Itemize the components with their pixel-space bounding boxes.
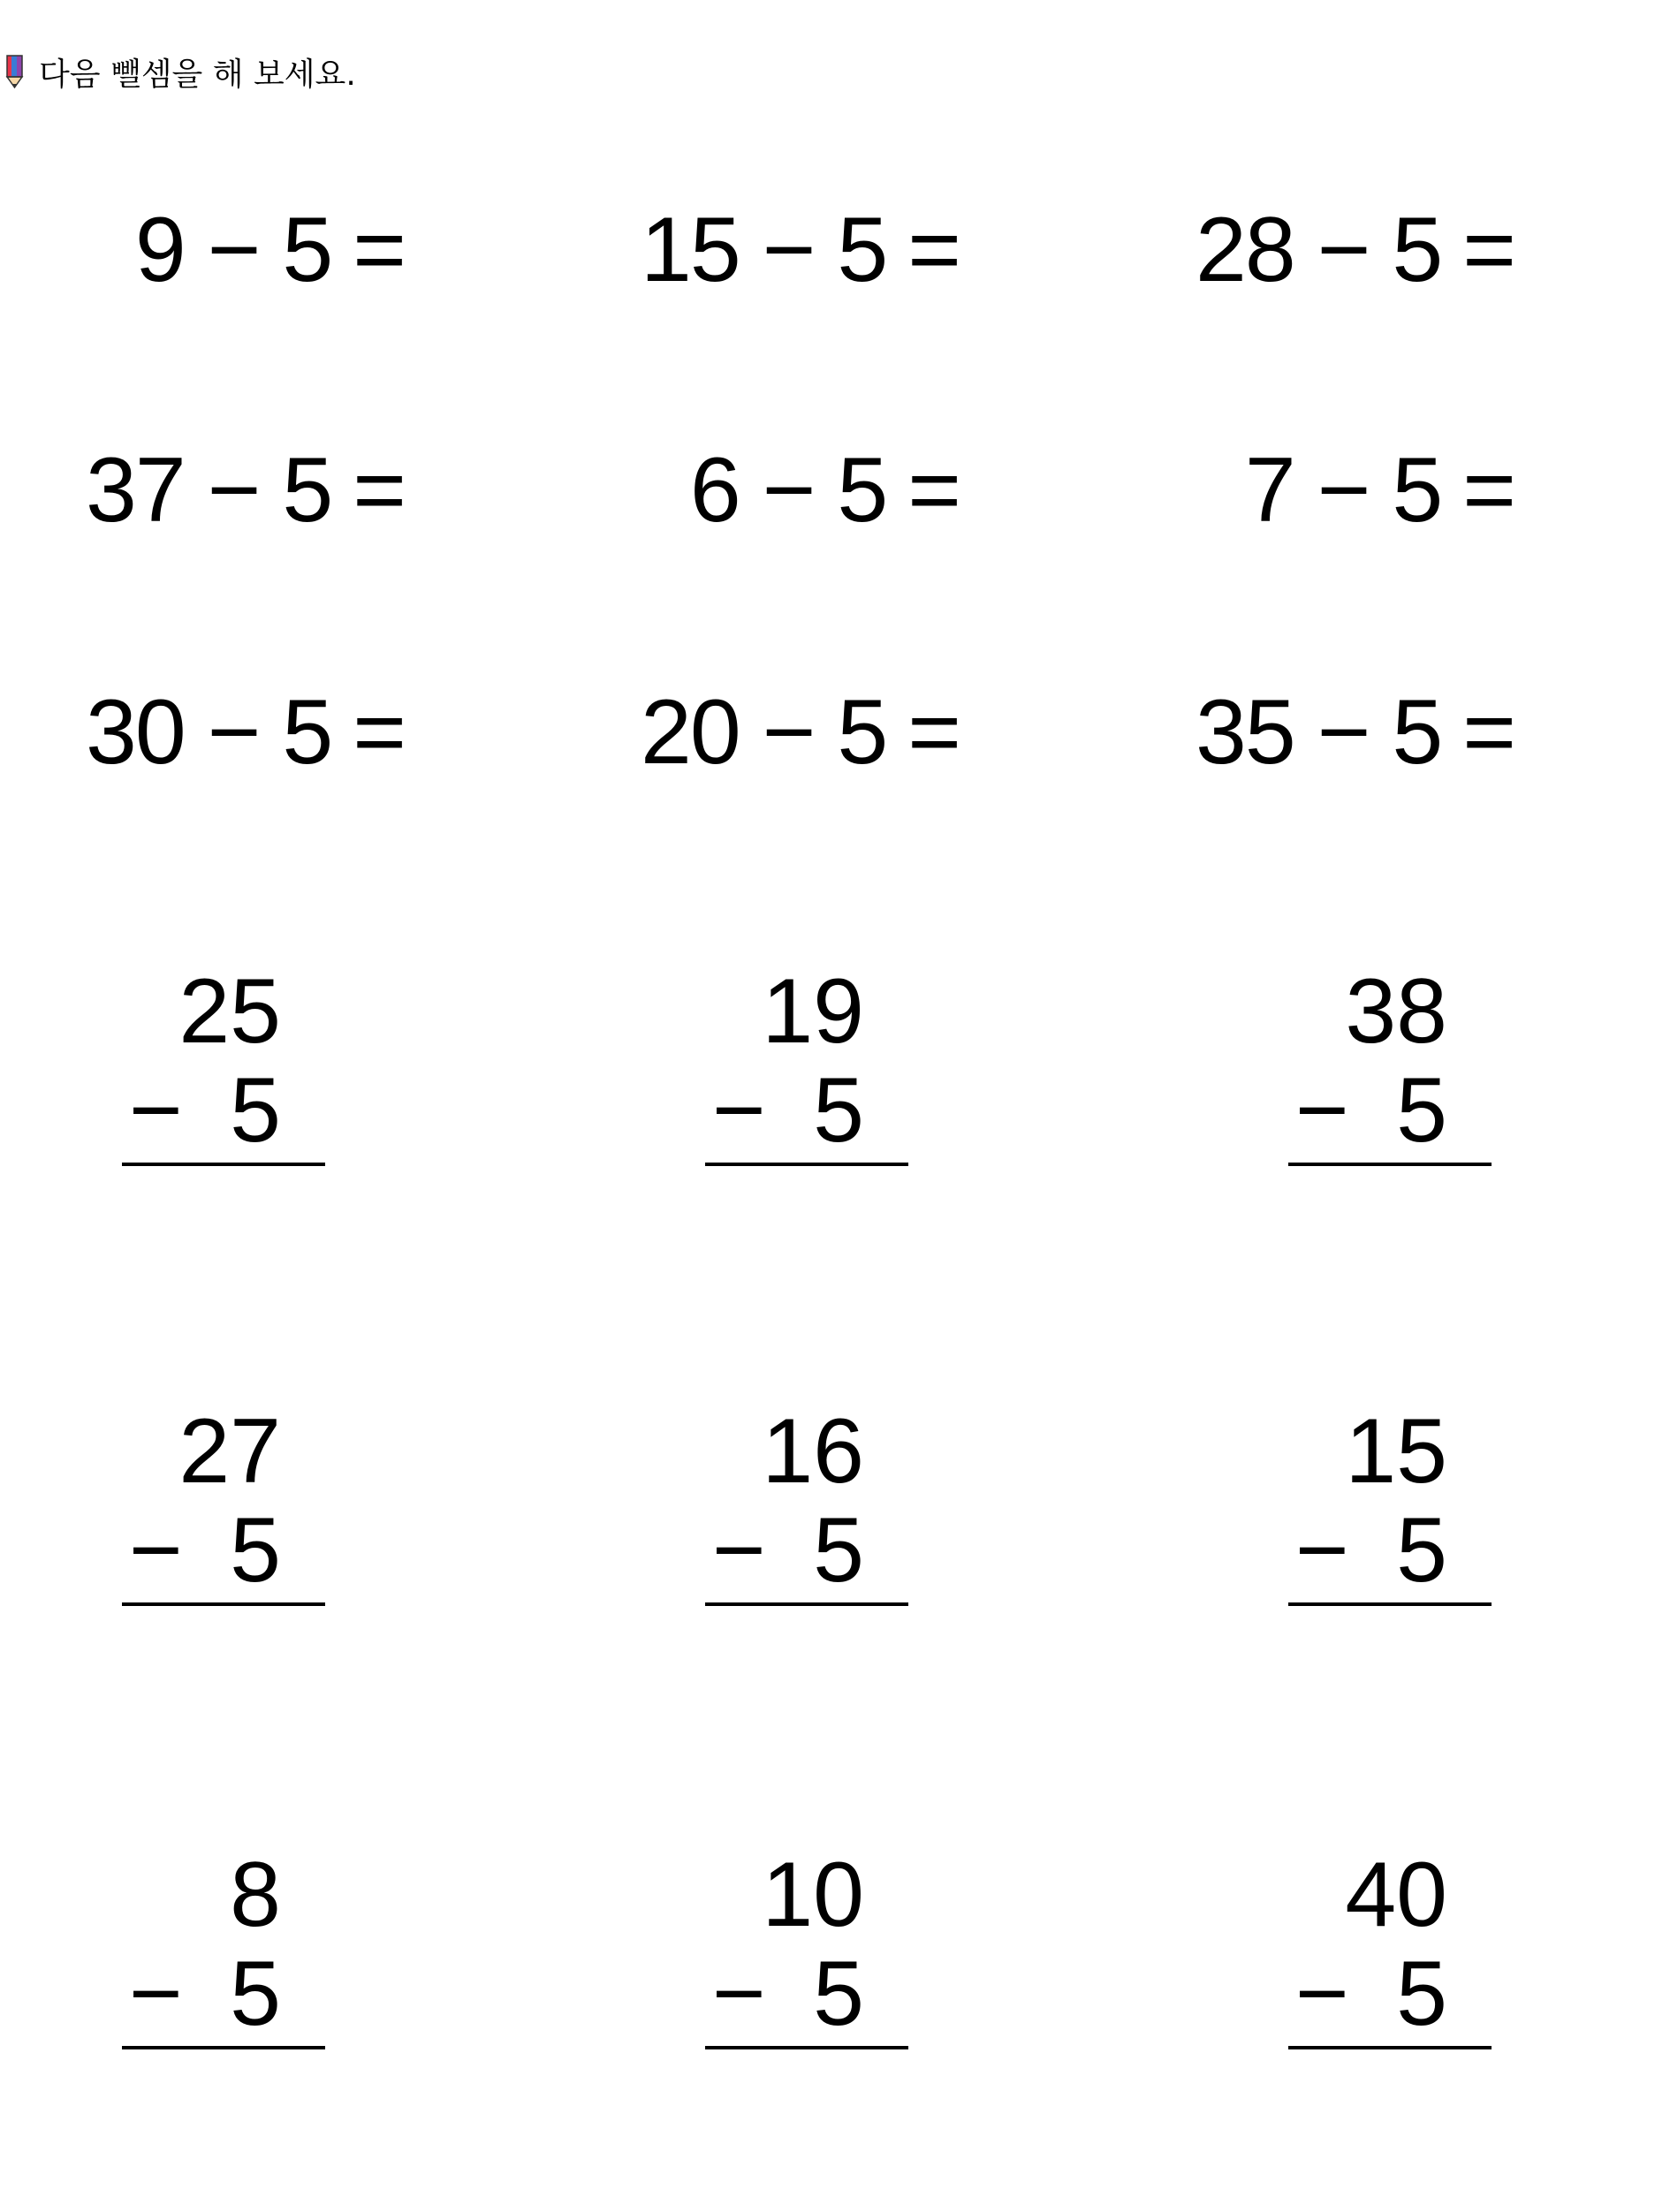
minus-sign: − xyxy=(129,1059,183,1162)
minus-sign: − xyxy=(207,198,260,301)
minus-sign: − xyxy=(762,680,815,784)
horizontal-problem xyxy=(412,675,960,790)
minus-sign: − xyxy=(1295,1499,1349,1602)
horizontal-problem xyxy=(967,193,1514,307)
minuend: 35 xyxy=(1196,680,1294,784)
equals-sign: = xyxy=(907,438,960,542)
horizontal-row-1 xyxy=(0,193,1670,307)
vertical-row-1 xyxy=(0,960,1670,1175)
minus-sign: − xyxy=(762,198,815,301)
minuend: 16 xyxy=(762,1400,864,1503)
equals-sign: = xyxy=(353,438,405,542)
answer-line xyxy=(705,2046,908,2049)
minus-sign: − xyxy=(712,1499,766,1602)
subtrahend: 5 xyxy=(230,1059,281,1162)
answer-line xyxy=(1288,1163,1492,1166)
vertical-problem xyxy=(705,1846,908,2058)
vertical-row-2 xyxy=(0,1400,1670,1615)
minuend: 40 xyxy=(1345,1844,1447,1946)
minuend: 7 xyxy=(1244,438,1294,542)
subtrahend: 5 xyxy=(282,438,332,542)
minuend: 28 xyxy=(1196,198,1294,301)
minus-sign: − xyxy=(1295,1059,1349,1162)
horizontal-problem xyxy=(412,433,960,548)
equals-sign: = xyxy=(353,680,405,784)
horizontal-problem xyxy=(967,675,1514,790)
horizontal-problem xyxy=(0,675,405,790)
equals-sign: = xyxy=(1462,198,1514,301)
subtrahend: 5 xyxy=(230,1943,281,2045)
minuend: 10 xyxy=(762,1844,864,1946)
minuend: 30 xyxy=(86,680,185,784)
horizontal-row-3 xyxy=(0,675,1670,790)
minuend: 38 xyxy=(1345,960,1447,1063)
vertical-problem xyxy=(705,1400,908,1615)
subtrahend: 5 xyxy=(837,198,887,301)
minuend: 9 xyxy=(134,198,185,301)
subtrahend: 5 xyxy=(837,680,887,784)
horizontal-problem xyxy=(967,433,1514,548)
vertical-problem xyxy=(122,1400,325,1615)
subtrahend: 5 xyxy=(813,1499,864,1602)
subtrahend: 5 xyxy=(282,198,332,301)
equals-sign: = xyxy=(353,198,405,301)
subtrahend: 5 xyxy=(1396,1499,1447,1602)
minus-sign: − xyxy=(207,680,260,784)
minus-sign: − xyxy=(1317,438,1370,542)
equals-sign: = xyxy=(1462,438,1514,542)
minus-sign: − xyxy=(1295,1943,1349,2045)
answer-line xyxy=(705,1602,908,1606)
answer-line xyxy=(1288,2046,1492,2049)
minus-sign: − xyxy=(1317,198,1370,301)
minus-sign: − xyxy=(712,1943,766,2045)
vertical-problem xyxy=(122,1846,325,2058)
instruction xyxy=(5,49,356,94)
horizontal-problem xyxy=(412,193,960,307)
vertical-problem xyxy=(1288,1846,1492,2058)
equals-sign: = xyxy=(907,680,960,784)
minuend: 25 xyxy=(178,960,281,1063)
subtrahend: 5 xyxy=(1392,680,1442,784)
minus-sign: − xyxy=(129,1943,183,2045)
minuend: 27 xyxy=(178,1400,281,1503)
minuend: 37 xyxy=(86,438,185,542)
subtrahend: 5 xyxy=(1396,1059,1447,1162)
subtrahend: 5 xyxy=(813,1059,864,1162)
subtrahend: 5 xyxy=(1392,438,1442,542)
vertical-problem xyxy=(1288,960,1492,1175)
pencil-icon xyxy=(5,54,25,89)
equals-sign: = xyxy=(907,198,960,301)
minuend: 6 xyxy=(689,438,740,542)
answer-line xyxy=(705,1163,908,1166)
vertical-problem xyxy=(122,960,325,1175)
equals-sign: = xyxy=(1462,680,1514,784)
minus-sign: − xyxy=(712,1059,766,1162)
minus-sign: − xyxy=(129,1499,183,1602)
answer-line xyxy=(122,1602,325,1606)
subtrahend: 5 xyxy=(1396,1943,1447,2045)
instruction-text: 다음 뺄셈을 해 보세요. xyxy=(39,56,356,93)
horizontal-problem xyxy=(0,433,405,548)
vertical-problem xyxy=(1288,1400,1492,1615)
minuend: 8 xyxy=(230,1844,281,1946)
subtrahend: 5 xyxy=(282,680,332,784)
minus-sign: − xyxy=(1317,680,1370,784)
minuend: 19 xyxy=(762,960,864,1063)
answer-line xyxy=(122,1163,325,1166)
vertical-row-3 xyxy=(0,1846,1670,2058)
horizontal-row-2 xyxy=(0,433,1670,548)
minuend: 15 xyxy=(641,198,740,301)
subtrahend: 5 xyxy=(837,438,887,542)
minus-sign: − xyxy=(762,438,815,542)
answer-line xyxy=(122,2046,325,2049)
minus-sign: − xyxy=(207,438,260,542)
minuend: 20 xyxy=(641,680,740,784)
vertical-problem xyxy=(705,960,908,1175)
horizontal-problem xyxy=(0,193,405,307)
answer-line xyxy=(1288,1602,1492,1606)
minuend: 15 xyxy=(1345,1400,1447,1503)
subtrahend: 5 xyxy=(813,1943,864,2045)
subtrahend: 5 xyxy=(1392,198,1442,301)
subtrahend: 5 xyxy=(230,1499,281,1602)
